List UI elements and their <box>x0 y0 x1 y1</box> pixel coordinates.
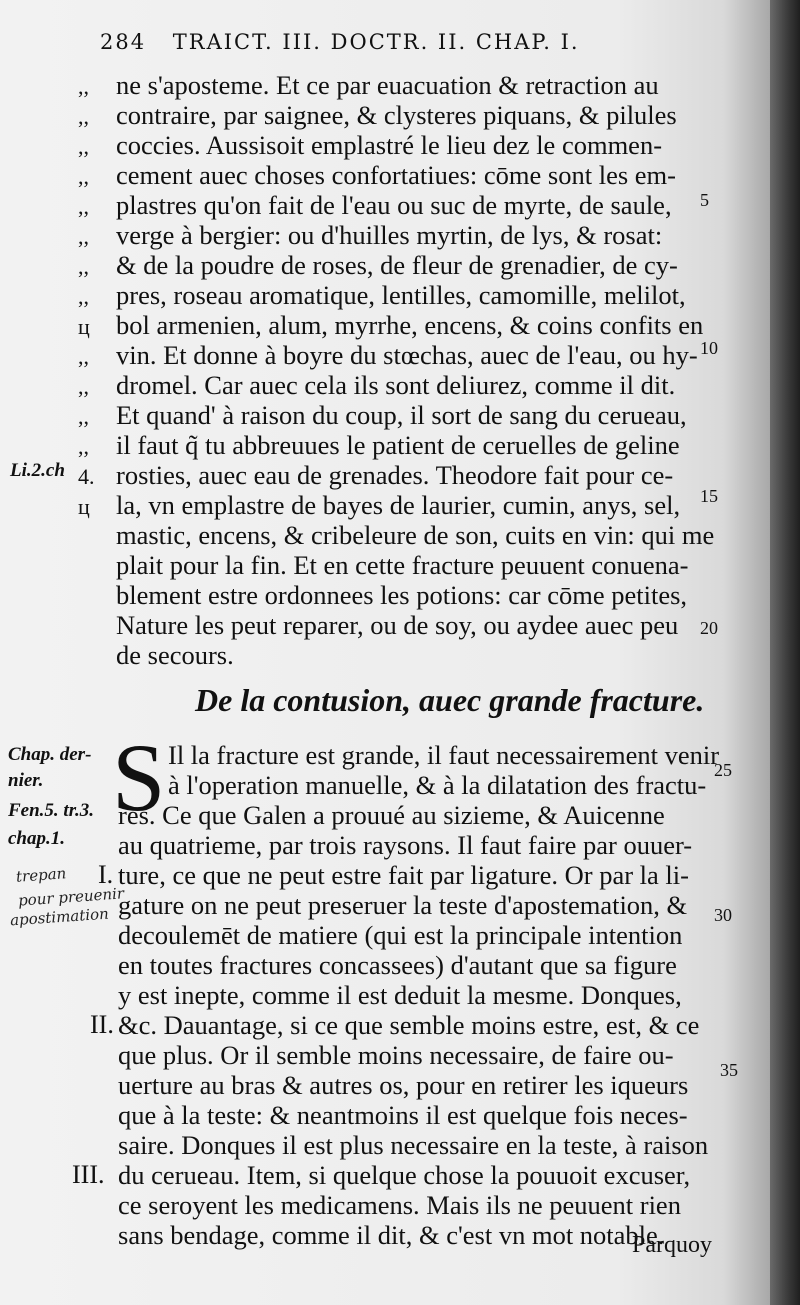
text-line: Nature les peut reparer, ou de soy, ou aydee auec peu <box>116 610 679 640</box>
text-line: blement estre ordonnees les potions: car cōme petites, <box>116 580 688 610</box>
text-line: ,, Et quand' à raison du coup, il sort de sang du cerueau, <box>78 400 687 430</box>
text-line: ce seroyent les medicamens. Mais ils ne peuuent rien <box>118 1190 681 1220</box>
text-line: ,, pres, roseau aromatique, lentilles, camomille, melilot, <box>78 280 686 310</box>
text-line: ц bol armenien, alum, myrrhe, encens, & coins confits en <box>78 310 704 340</box>
argument-numeral: II. <box>90 1010 114 1039</box>
line-number: 15 <box>700 486 718 506</box>
margin-reference: nier. <box>8 770 44 791</box>
text-line: au quatrieme, par trois raysons. Il faut faire par ouuer- <box>118 830 693 860</box>
text-line: ,, plastres qu'on fait de l'eau ou suc de myrte, de saule, <box>78 190 672 220</box>
line-number: 5 <box>700 190 709 210</box>
text-line: ,, dromel. Car auec cela ils sont deliurez, comme il dit. <box>78 370 676 400</box>
line-number: 35 <box>720 1060 738 1080</box>
text-line: du cerueau. Item, si quelque chose la pouuoit excuser, <box>118 1160 691 1190</box>
text-line: ,, ne s'aposteme. Et ce par euacuation & retraction au <box>78 70 659 100</box>
margin-reference: Chap. der- <box>8 744 92 765</box>
text-line: de secours. <box>116 640 234 670</box>
text-line: plait pour la fin. Et en cette fracture peuuent conuena- <box>116 550 689 580</box>
text-line: 4. rosties, auec eau de grenades. Theodore fait pour ce- <box>78 460 674 490</box>
line-number: 20 <box>700 618 718 638</box>
text-line: à l'operation manuelle, & à la dilatation des fractu- <box>168 770 707 800</box>
line-number: 30 <box>714 905 732 925</box>
text-line: ,, & de la poudre de roses, de fleur de grenadier, de cy- <box>78 250 678 280</box>
running-header <box>100 30 680 60</box>
handwritten-note: trepan <box>15 864 67 886</box>
text-line: que plus. Or il semble moins necessaire, de faire ou- <box>118 1040 674 1070</box>
line-number: 25 <box>714 760 732 780</box>
handwritten-note: pour preuenir <box>17 884 125 910</box>
text-line: ture, ce que ne peut estre fait par ligature. Or par la li- <box>118 860 689 890</box>
text-line: ,, vin. Et donne à boyre du stœchas, auec de l'eau, ou hy- <box>78 340 698 370</box>
text-line: res. Ce que Galen a prouué au sizieme, & Auicenne <box>118 800 665 830</box>
text-line: uerture au bras & autres os, pour en retirer les iqueurs <box>118 1070 689 1100</box>
running-title: TRAICT. III. DOCTR. II. CHAP. I. <box>172 30 580 54</box>
text-line: ц la, vn emplastre de bayes de laurier, cumin, anys, sel, <box>78 490 681 520</box>
text-line: sans bendage, comme il dit, & c'est vn mot notable. <box>118 1220 665 1250</box>
margin-reference: Li.2.ch <box>10 460 65 481</box>
text-line: gature on ne peut preseruer la teste d'apostemation, & <box>118 890 688 920</box>
text-line: ,, verge à bergier: ou d'huilles myrtin, de lys, & rosat: <box>78 220 663 250</box>
text-line: ,, contraire, par saignee, & clysteres piquans, & pilules <box>78 100 677 130</box>
margin-reference: Fen.5. tr.3. <box>8 800 95 821</box>
text-line: mastic, encens, & cribeleure de son, cuits en vin: qui me <box>116 520 715 550</box>
page-number: 284 <box>100 30 147 54</box>
catchword: Parquoy <box>632 1232 712 1258</box>
text-line: ,, cement auec choses confortatiues: cōme sont les em- <box>78 160 676 190</box>
text-line: ,, il faut q̃ tu abbreuues le patient de ceruelles de geline <box>78 430 680 460</box>
text-line: &c. Dauantage, si ce que semble moins estre, est, & ce <box>118 1010 700 1040</box>
text-line: en toutes fractures concassees) d'autant que sa figure <box>118 950 677 980</box>
text-line: y est inepte, comme il est deduit la mesme. Donques, <box>118 980 682 1010</box>
section-title: De la contusion, auec grande fracture. <box>195 682 705 718</box>
argument-numeral: III. <box>72 1160 105 1189</box>
text-line: ,, coccies. Aussisoit emplastré le lieu dez le commen- <box>78 130 663 160</box>
text-line: Il la fracture est grande, il faut necessairement venir <box>168 740 720 770</box>
margin-reference: chap.1. <box>8 828 65 849</box>
text-line: decoulemēt de matiere (qui est la principale intention <box>118 920 683 950</box>
handwritten-note: apostimation <box>9 904 110 930</box>
page-edge-shadow <box>770 0 800 1305</box>
text-line: saire. Donques il est plus necessaire en la teste, à raison <box>118 1130 709 1160</box>
line-number: 10 <box>700 338 718 358</box>
text-line: que à la teste: & neantmoins il est quelque fois neces- <box>118 1100 688 1130</box>
argument-numeral: I. <box>98 860 114 889</box>
drop-capital: S <box>112 724 166 831</box>
